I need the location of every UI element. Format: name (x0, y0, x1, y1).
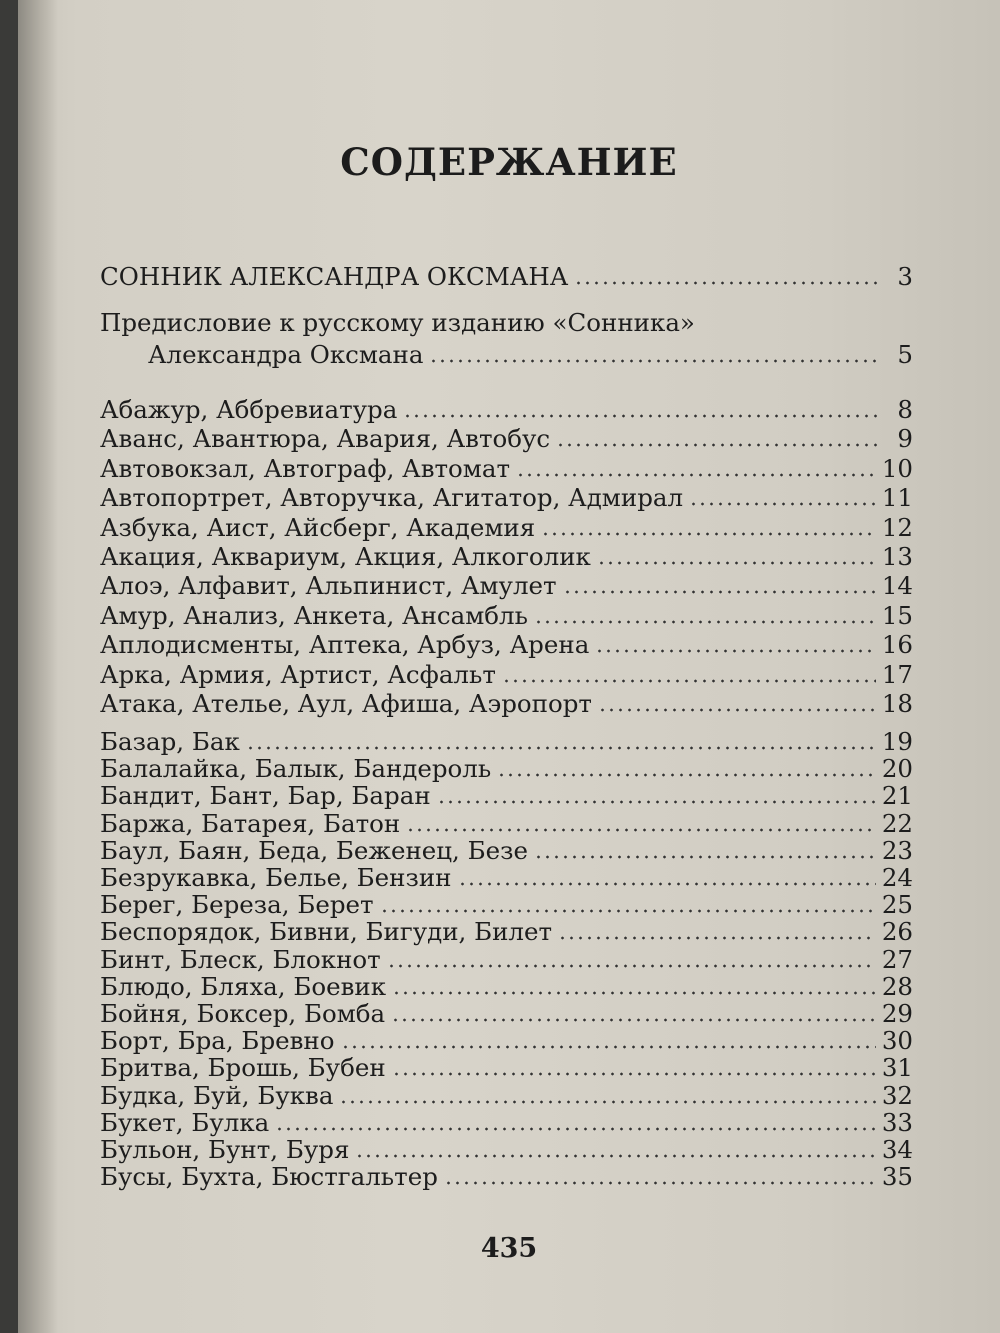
toc-entry-title: Арка, Армия, Артист, Асфальт (100, 659, 496, 689)
toc-entry-page: 11 (881, 483, 913, 513)
toc-entry-intro (148, 340, 913, 370)
toc-entry-title: Атака, Ателье, Аул, Афиша, Аэропорт (100, 689, 592, 718)
toc-entry-title: СОННИК АЛЕКСАНДРА ОКСМАНА (100, 262, 569, 291)
toc-entry-page: 20 (881, 754, 913, 784)
toc-entry-page: 10 (881, 453, 913, 483)
toc-entry-title: Блюдо, Бляха, Боевик (100, 971, 387, 1001)
toc-entry (100, 1135, 913, 1165)
toc-entry-title: Аванс, Авантюра, Авария, Автобус (100, 424, 551, 454)
dot-leader (598, 708, 876, 712)
toc-entry (100, 1053, 913, 1083)
toc-entry-page: 18 (881, 689, 913, 718)
dot-leader (558, 936, 876, 940)
toc-entry (100, 1162, 913, 1192)
dot-leader (541, 532, 876, 536)
dot-leader (339, 1100, 875, 1104)
dot-leader (556, 443, 877, 447)
dot-leader (403, 414, 877, 418)
page-number: 435 (480, 1233, 538, 1264)
toc-entry-title: Акация, Аквариум, Акция, Алкоголик (100, 542, 591, 571)
dot-leader (341, 1045, 876, 1049)
toc-entry-title: Бинт, Блеск, Блокнот (100, 944, 381, 974)
toc-entry-page: 33 (881, 1107, 913, 1137)
toc-entry-title: Бусы, Бухта, Бюстгальтер (100, 1162, 438, 1192)
toc-entry-title: Баржа, Батарея, Батон (100, 808, 401, 838)
toc-entry (100, 395, 913, 425)
toc-entry-title: Беспорядок, Бивни, Бигуди, Билет (100, 917, 553, 947)
dot-leader (689, 502, 876, 506)
book-gutter (18, 0, 58, 1333)
dot-leader (502, 679, 876, 683)
dot-leader (497, 773, 876, 777)
dot-leader (380, 909, 876, 913)
toc-entry-title: Аплодисменты, Аптека, Арбуз, Арена (100, 630, 590, 660)
dot-leader (597, 561, 876, 565)
toc-entry (100, 972, 913, 1002)
toc-entry (100, 999, 913, 1029)
toc-entry-page: 24 (881, 863, 913, 892)
toc-entry (100, 945, 913, 975)
dot-leader (429, 359, 877, 363)
toc-entry-page: 27 (881, 944, 913, 974)
toc-entry-page: 8 (897, 395, 913, 424)
toc-entry-page: 17 (881, 659, 913, 689)
toc-entry-page: 23 (881, 835, 913, 865)
toc-entry (100, 727, 913, 757)
book-page (18, 0, 1000, 1333)
toc-entry (100, 1108, 913, 1138)
dot-leader (246, 746, 876, 750)
toc-entry-page: 26 (881, 917, 913, 947)
toc-entry-page: 32 (881, 1080, 913, 1110)
toc-entry-page: 30 (881, 1026, 913, 1056)
toc-entry (100, 781, 913, 811)
toc-entry (100, 571, 913, 601)
toc-entry-page: 15 (881, 600, 913, 630)
toc-entry (100, 836, 913, 866)
dot-leader (437, 800, 876, 804)
toc-entry-title: Бритва, Брошь, Бубен (100, 1053, 386, 1083)
toc-entry-page: 28 (881, 971, 913, 1001)
toc-entry-title: Автопортрет, Авторучка, Агитатор, Адмирал (100, 483, 684, 513)
toc-entry-page: 34 (881, 1135, 913, 1164)
toc-entry (100, 1026, 913, 1056)
toc-entry-title: Баул, Баян, Беда, Беженец, Безе (100, 835, 528, 865)
toc-entry-page: 14 (881, 571, 913, 601)
toc-entry (100, 660, 913, 690)
toc-entry-title: Бойня, Боксер, Бомба (100, 999, 386, 1028)
toc-entry-page: 13 (881, 542, 913, 571)
dot-leader (275, 1127, 876, 1131)
toc-entry-title: Бульон, Бунт, Буря (100, 1135, 350, 1164)
toc-entry (100, 601, 913, 631)
dot-leader (563, 590, 876, 594)
dot-leader (534, 855, 876, 859)
toc-entry-page: 29 (881, 999, 913, 1028)
toc-entry-title: Базар, Бак (100, 727, 240, 756)
toc-entry-title: Александра Оксмана (148, 340, 424, 369)
dot-leader (392, 991, 876, 995)
dot-leader (574, 281, 877, 285)
dot-leader (534, 620, 876, 624)
toc-entry-title: Азбука, Аист, Айсберг, Академия (100, 512, 536, 542)
toc-entry (100, 689, 913, 719)
toc-entry (100, 917, 913, 947)
toc-entry-page: 21 (881, 781, 913, 811)
page-title: СОДЕРЖАНИЕ (340, 140, 678, 184)
toc-entry-title: Балалайка, Балык, Бандероль (100, 754, 492, 784)
dot-leader (406, 828, 876, 832)
dot-leader (516, 473, 876, 477)
toc-entry-title: Алоэ, Алфавит, Альпинист, Амулет (100, 571, 557, 601)
dot-leader (444, 1181, 876, 1185)
toc-entry (100, 542, 913, 572)
toc-entry-page: 19 (881, 727, 913, 756)
toc-entry-title: Берег, Береза, Берет (100, 890, 374, 920)
toc-entry-page: 5 (897, 340, 913, 369)
toc-entry (100, 513, 913, 543)
toc-entry-page: 9 (897, 424, 913, 454)
dot-leader (392, 1072, 876, 1076)
toc-entry-page: 22 (881, 808, 913, 838)
toc-entry-title: Будка, Буй, Буква (100, 1080, 334, 1110)
toc-entry (100, 809, 913, 839)
toc-entry-title: Безрукавка, Белье, Бензин (100, 863, 452, 892)
toc-entry (100, 424, 913, 454)
toc-entry-page: 3 (897, 262, 913, 291)
toc-entry-page: 31 (881, 1053, 913, 1083)
toc-entry-page: 12 (881, 512, 913, 542)
toc-entry (100, 454, 913, 484)
toc-entry (100, 630, 913, 660)
toc-entry-title: Букет, Булка (100, 1107, 270, 1137)
toc-entry-title: Автовокзал, Автограф, Автомат (100, 453, 511, 483)
toc-entry-title: Борт, Бра, Бревно (100, 1026, 335, 1056)
toc-entry-title: Бандит, Бант, Бар, Баран (100, 781, 431, 811)
toc-entry-intro-line1: Предисловие к русскому изданию «Сонника» (100, 308, 695, 337)
dot-leader (355, 1154, 875, 1158)
toc-entry-page: 25 (881, 890, 913, 920)
toc-entry-main (100, 262, 913, 292)
toc-entry (100, 754, 913, 784)
toc-entry-title: Амур, Анализ, Анкета, Ансамбль (100, 600, 528, 630)
toc-entry-title: Абажур, Аббревиатура (100, 395, 398, 424)
toc-entry (100, 863, 913, 893)
dot-leader (391, 1018, 876, 1022)
dot-leader (458, 882, 876, 886)
dot-leader (387, 964, 876, 968)
toc-entry (100, 890, 913, 920)
toc-entry-page: 35 (881, 1162, 913, 1192)
toc-entry (100, 483, 913, 513)
dot-leader (595, 649, 876, 653)
toc-entry-page: 16 (881, 630, 913, 660)
toc-entry (100, 1081, 913, 1111)
